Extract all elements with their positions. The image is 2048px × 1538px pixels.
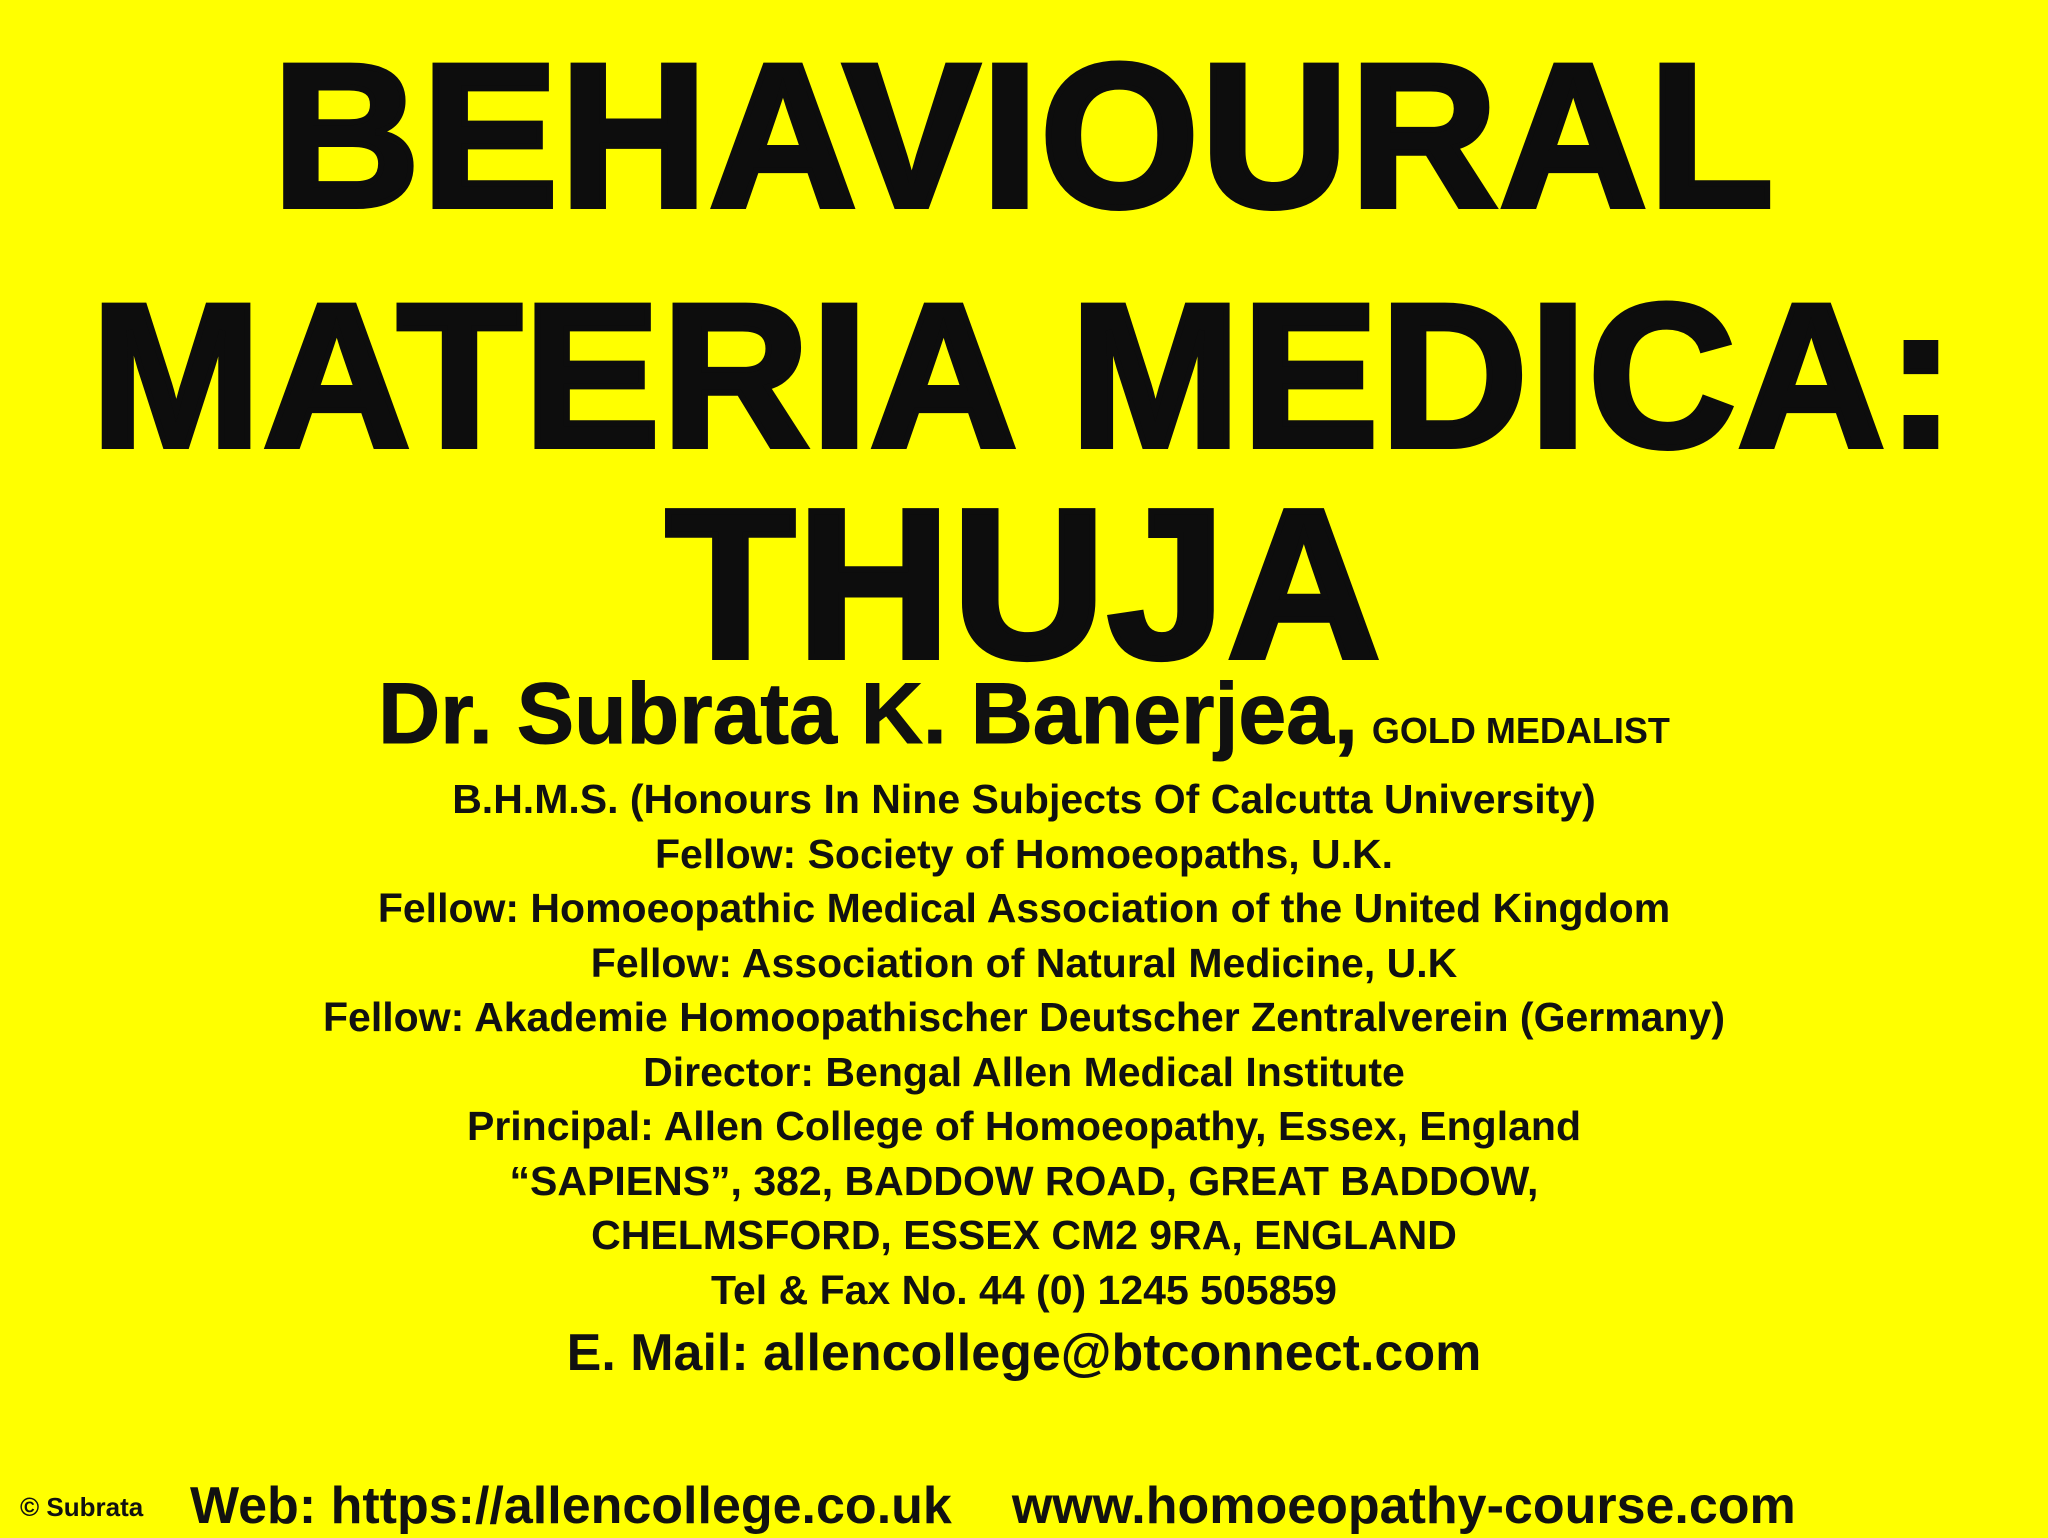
- phone-fax: Tel & Fax No. 44 (0) 1245 505859: [711, 1266, 1337, 1313]
- email-line: E. Mail: allencollege@btconnect.com: [566, 1324, 1482, 1382]
- author-name: Dr. Subrata K. Banerjea,: [378, 666, 1358, 762]
- copyright-notice: © Subrata: [20, 1492, 144, 1522]
- address-line-2: CHELMSFORD, ESSEX CM2 9RA, ENGLAND: [591, 1212, 1457, 1258]
- title-line-2: MATERIA MEDICA:: [91, 262, 1957, 490]
- credentials-list: [0, 772, 2048, 1317]
- author-line: [0, 664, 2048, 789]
- credential-fellow-akademie: Fellow: Akademie Homoopathischer Deutscher Zentralverein (Germany): [323, 994, 1725, 1040]
- credential-degree: B.H.M.S. (Honours In Nine Subjects Of Calcutta University): [452, 776, 1596, 822]
- address-line-1: “SAPIENS”, 382, BADDOW ROAD, GREAT BADDOW,: [509, 1157, 1539, 1204]
- web-url-homoeopathy-course: www.homoeopathy-course.com: [1011, 1477, 1796, 1535]
- credential-fellow-anm: Fellow: Association of Natural Medicine, U.K: [590, 939, 1458, 986]
- title-line-3: THUJA: [665, 465, 1383, 702]
- credential-fellow-society: Fellow: Society of Homoeopaths, U.K.: [654, 830, 1394, 877]
- web-line: [190, 1474, 1796, 1538]
- credential-director: Director: Bengal Allen Medical Institute: [643, 1048, 1405, 1095]
- web-url-allencollege: Web: https://allencollege.co.uk: [190, 1477, 952, 1535]
- credential-fellow-hma: Fellow: Homoeopathic Medical Association of the United Kingdom: [377, 885, 1671, 931]
- credential-principal: Principal: Allen College of Homoeopathy, Essex, England: [466, 1103, 1582, 1149]
- author-honor: GOLD MEDALIST: [1371, 710, 1670, 751]
- title-line-1: BEHAVIOURAL: [272, 22, 1776, 250]
